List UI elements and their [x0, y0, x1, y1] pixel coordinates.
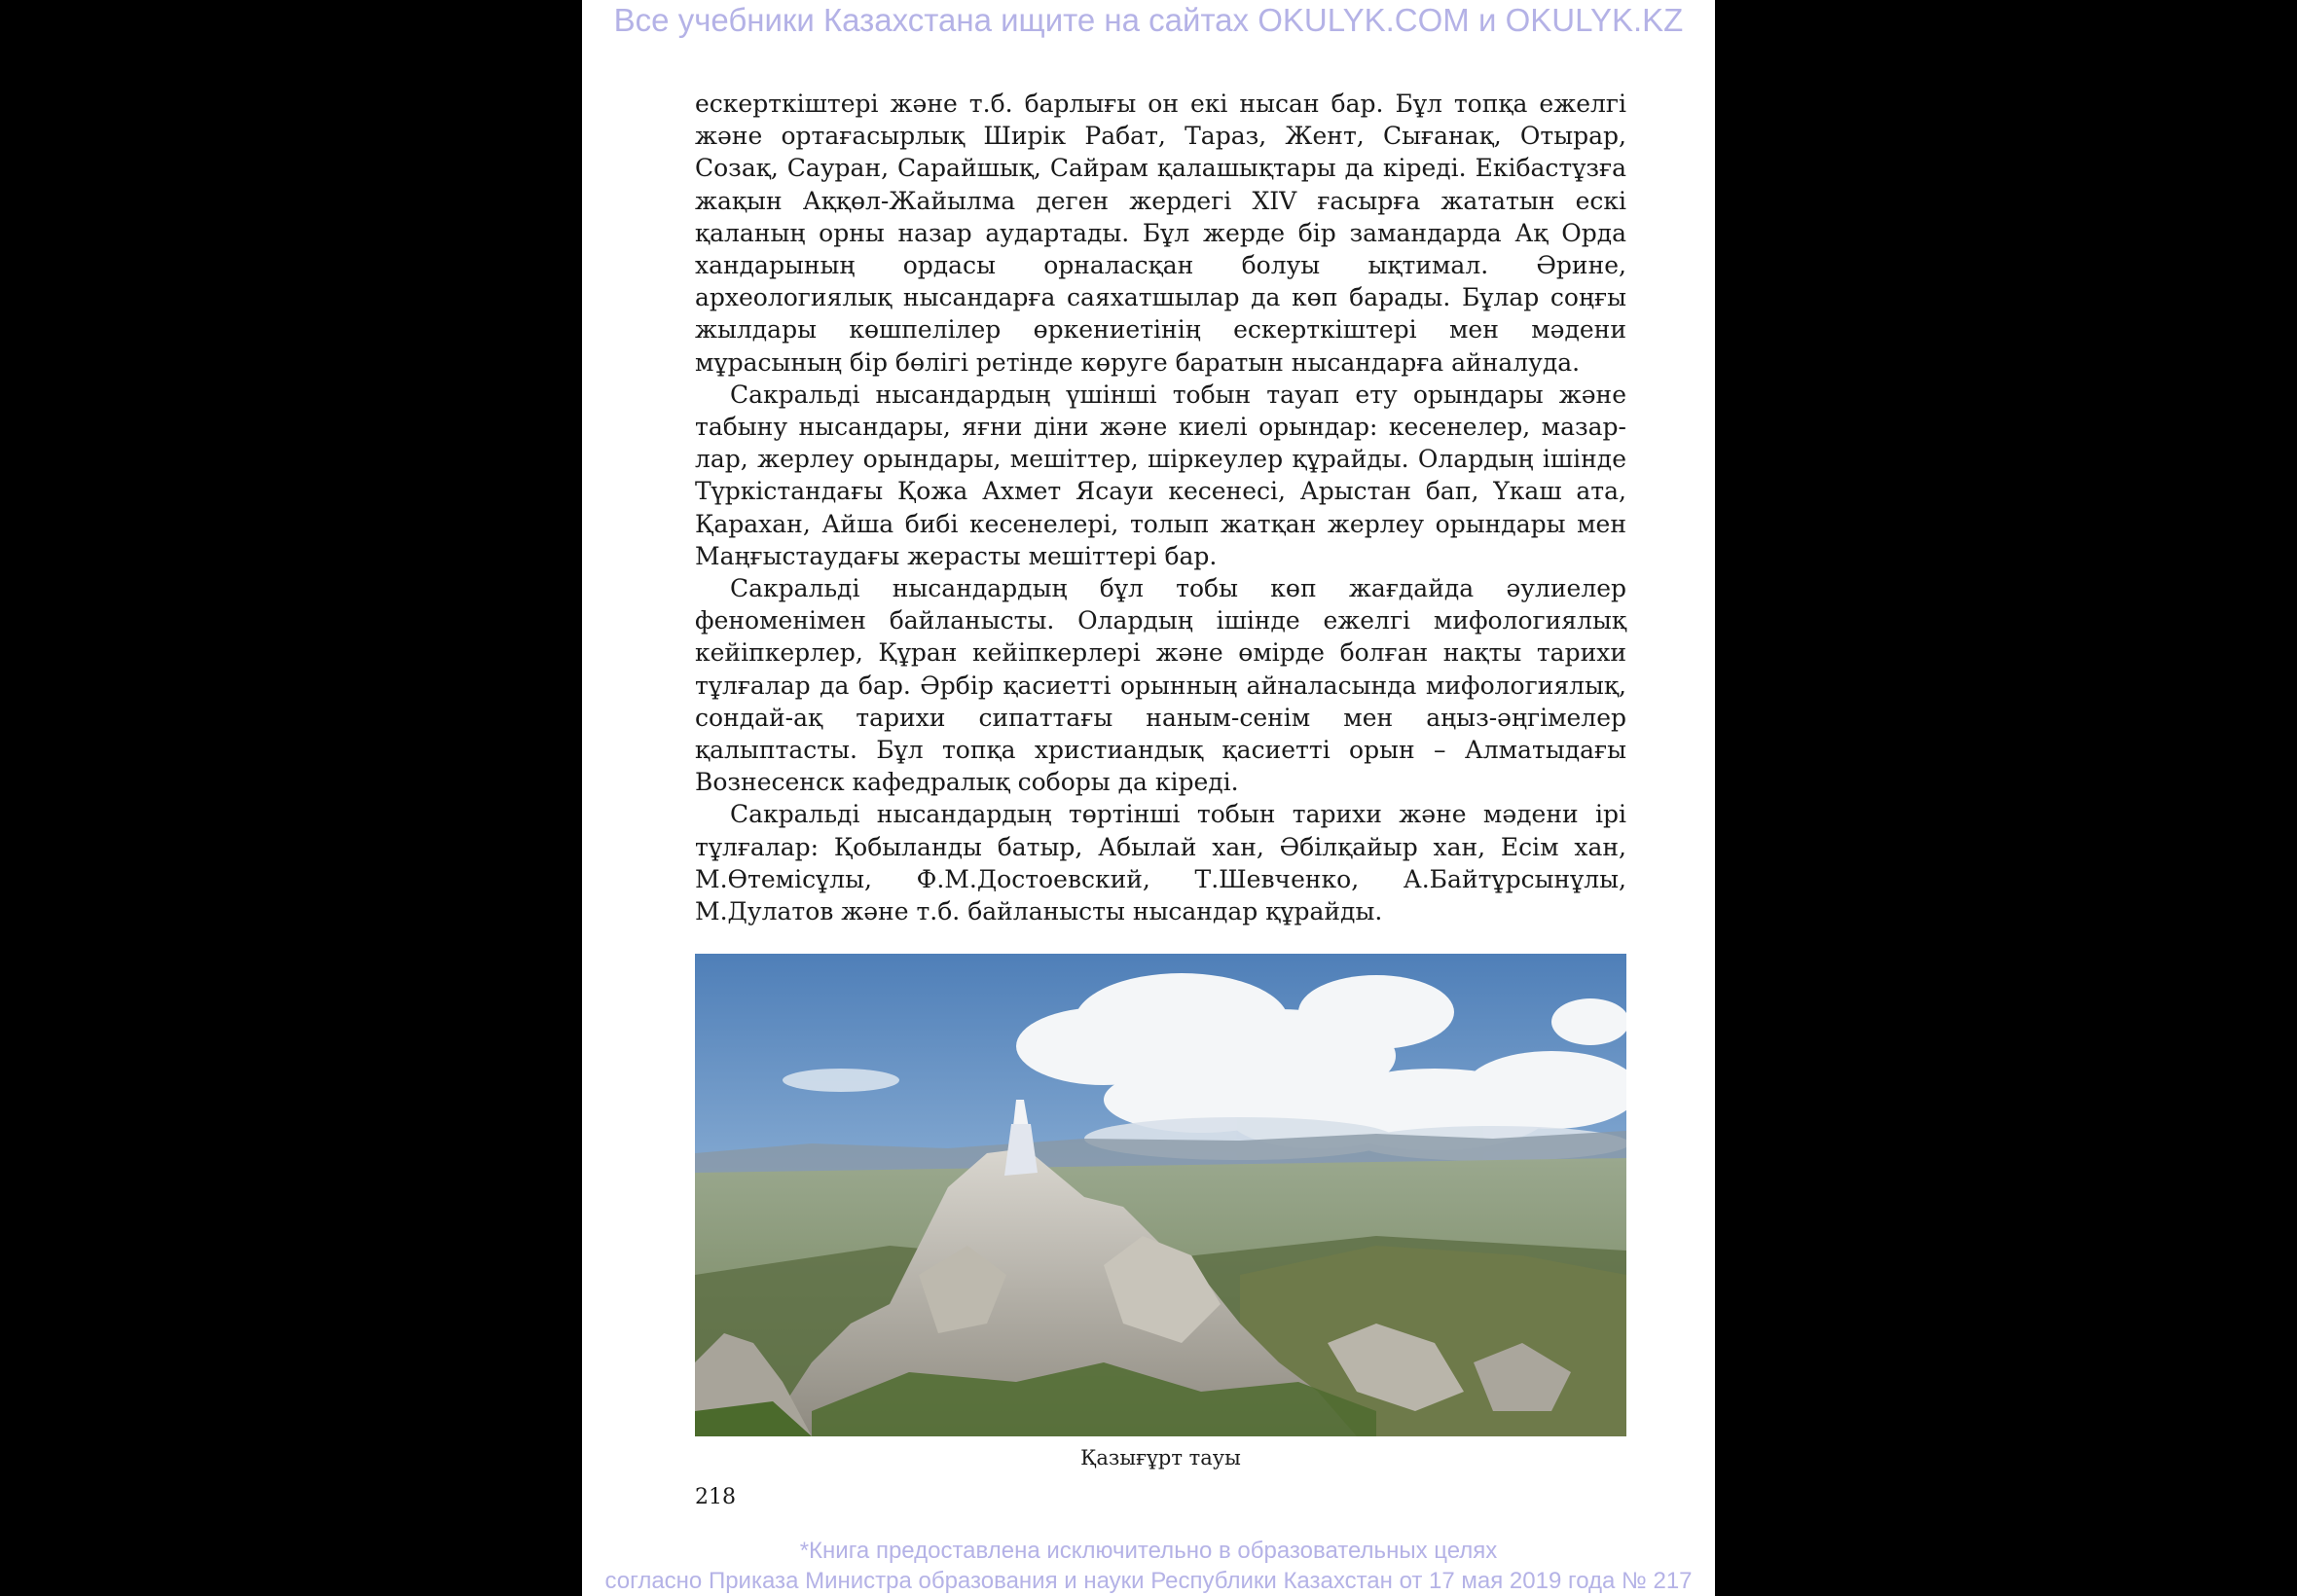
body-text — [695, 88, 1626, 927]
watermark-footer-line-2: согласно Приказа Министра образования и науки Республики Казахстан от 17 мая 2019 года № 217 — [604, 1568, 1693, 1594]
paragraph-1: ескерткіштері және т.б. барлығы он екі нысан бар. Бұл топқа ежелгі және ортағасырлық Ширік Рабат, Тараз, Жент, Сығанақ, Отырар, Созақ, Сауран, Сарайшық, Сайрам қалашықтары да кіреді. Екібастұзға жақын Аққөл-Жайылма деген жердегі XIV ғасырға жататын ескі қаланың орны назар аудартады. Бұл жерде бір замандарда Ақ Орда хандарының ордасы орналасқан болуы ықтимал. Әрине, археологиялық нысандарға саяхатшылар да көп барады. Бұлар соңғы жылдары көшпелілер өркениетінің ескерткіштері мен мәдени мұрасының бір бөлігі ретінде көруге баратын нысандарға айналуда. — [695, 90, 1626, 377]
watermark-header: Все учебники Казахстана ищите на сайтах OKULYK.COM и OKULYK.KZ — [613, 2, 1684, 38]
watermark-footer-line-1: *Книга предоставлена исключительно в образовательных целях — [799, 1538, 1498, 1564]
paragraph-2: Сакральді нысандардың үшінші тобын тауап ету орындары және табыну нысандары, яғни діни және киелі орындар: кесенелер, мазарлар, жерлеу орындары, мешіттер, шіркеулер құрайды. Олардың ішінде Түркістандағы Қожа Ахмет Ясауи кесенесі, Арыстан бап, Үкаш ата, Қарахан, Айша бибі кесенелері, толып жатқан жерлеу орындары мен Маңғыстаудағы жерасты мешіттері бар. — [695, 380, 1626, 570]
paragraph-3: Сакральді нысандардың бұл тобы көп жағдайда әулиелер феноменімен байланысты. Олардың ішінде ежелгі мифологиялық кейіпкерлер, Құран кейіпкерлері және өмірде болған нақты тарихи тұлғалар да бар. Әрбір қасиетті орынның айналасында мифологиялық, сондай-ақ тарихи сипаттағы наным-сенім мен аңыз-әңгімелер қалыптасты. Бұл топқа христиандық қасиетті орын – Алматыдағы Вознесенск кафедралық соборы да кіреді. — [695, 574, 1626, 797]
page-number: 218 — [695, 1485, 736, 1509]
paragraph-4: Сакральді нысандардың төртінші тобын тарихи және мәдени ірі тұлғалар: Қобыланды батыр, Абылай хан, Әбілқайыр хан, Есім хан, М.Өтемісұлы, Ф.М.Достоевский, Т.Шевченко, А.Байтұрсынұлы, М.Дулатов және т.б. байланысты нысандар құрайды. — [695, 800, 1626, 926]
mountain-photo — [695, 954, 1626, 1436]
textbook-page — [582, 0, 1715, 1596]
figure-caption: Қазығұрт тауы — [1080, 1446, 1241, 1469]
